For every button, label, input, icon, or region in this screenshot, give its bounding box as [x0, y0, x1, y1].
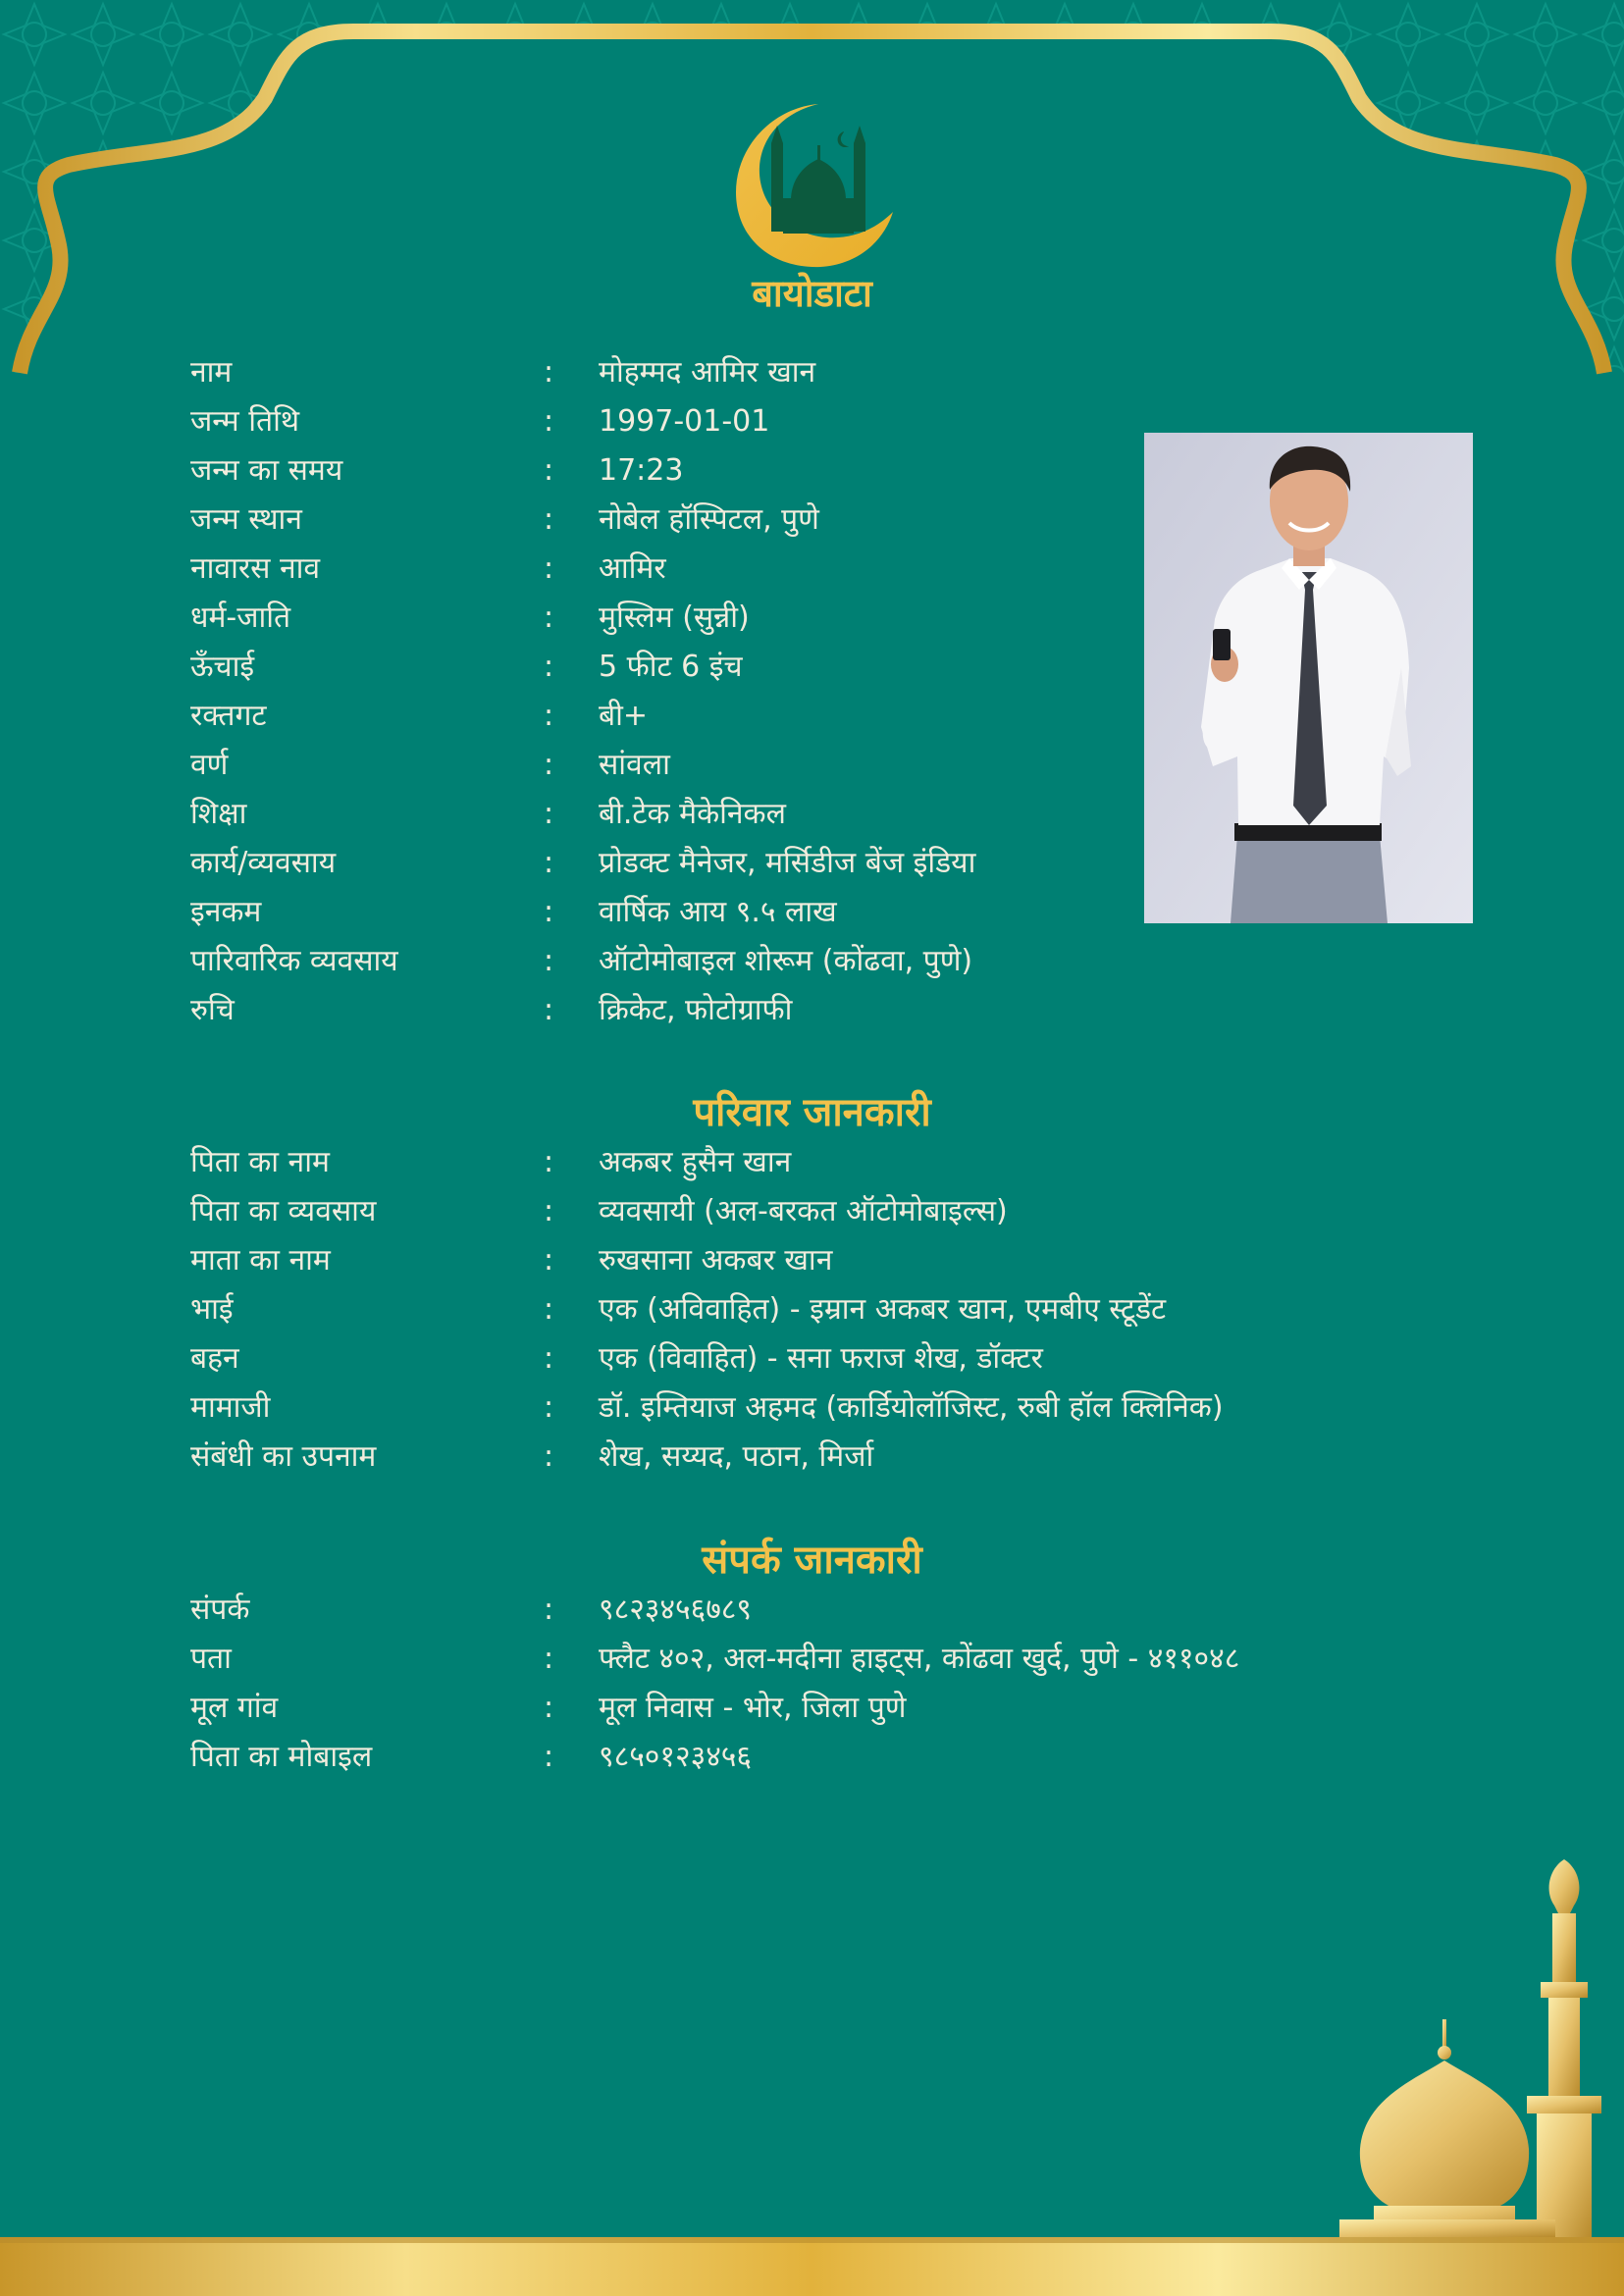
detail-label: रुचि: [190, 993, 235, 1027]
detail-label: बहन: [190, 1341, 239, 1376]
detail-value: डॉ. इम्तियाज अहमद (कार्डियोलॉजिस्ट, रुबी हॉल क्लिनिक): [599, 1390, 1224, 1425]
detail-label: रक्तगट: [190, 699, 267, 733]
detail-label: पिता का व्यवसाय: [190, 1194, 377, 1228]
detail-value: 1997-01-01: [599, 404, 770, 439]
separator: :: [544, 797, 554, 831]
detail-value: ऑटोमोबाइल शोरूम (कोंढवा, पुणे): [599, 944, 973, 978]
detail-label: शिक्षा: [190, 797, 247, 831]
separator: :: [544, 1691, 554, 1725]
detail-label: जन्म का समय: [190, 453, 343, 488]
detail-value: सांवला: [599, 748, 670, 782]
detail-label: जन्म तिथि: [190, 404, 300, 439]
separator: :: [544, 895, 554, 929]
separator: :: [544, 1243, 554, 1278]
profile-photo: [1144, 433, 1473, 923]
detail-label: पारिवारिक व्यवसाय: [190, 944, 398, 978]
separator: :: [544, 1642, 554, 1676]
separator: :: [544, 551, 554, 586]
detail-value: व्यवसायी (अल-बरकत ऑटोमोबाइल्स): [599, 1194, 1008, 1228]
detail-label: मूल गांव: [190, 1691, 279, 1725]
separator: :: [544, 748, 554, 782]
separator: :: [544, 1292, 554, 1327]
detail-value: मूल निवास - भोर, जिला पुणे: [599, 1691, 907, 1725]
separator: :: [544, 1341, 554, 1376]
detail-value: शेख, सय्यद, पठान, मिर्जा: [599, 1439, 874, 1474]
detail-value: प्रोडक्ट मैनेजर, मर्सिडीज बेंज इंडिया: [599, 846, 976, 880]
detail-label: कार्य/व्यवसाय: [190, 846, 337, 880]
person-photo-icon: [1144, 433, 1473, 923]
detail-label: पिता का नाम: [190, 1145, 330, 1179]
detail-value: मुस्लिम (सुन्नी): [599, 600, 750, 635]
separator: :: [544, 846, 554, 880]
separator: :: [544, 1740, 554, 1774]
detail-label: माता का नाम: [190, 1243, 331, 1278]
detail-label: नाम: [190, 355, 233, 390]
separator: :: [544, 404, 554, 439]
separator: :: [544, 600, 554, 635]
detail-value: ९८२३४५६७८९: [599, 1592, 752, 1627]
separator: :: [544, 1390, 554, 1425]
separator: :: [544, 944, 554, 978]
separator: :: [544, 502, 554, 537]
crescent-mosque-icon: [728, 102, 897, 269]
detail-label: मामाजी: [190, 1390, 271, 1425]
separator: :: [544, 1145, 554, 1179]
detail-label: वर्ण: [190, 748, 229, 782]
detail-label: ऊँचाई: [190, 650, 255, 684]
separator: :: [544, 699, 554, 733]
detail-label: धर्म-जाति: [190, 600, 291, 635]
detail-label: संपर्क: [190, 1592, 250, 1627]
detail-label: इनकम: [190, 895, 262, 929]
detail-value: नोबेल हॉस्पिटल, पुणे: [599, 502, 819, 537]
detail-label: पता: [190, 1642, 232, 1676]
detail-value: बी+: [599, 699, 649, 733]
detail-value: फ्लैट ४०२, अल-मदीना हाइट्स, कोंढवा खुर्द, पुणे - ४११०४८: [599, 1642, 1240, 1676]
detail-value: वार्षिक आय ९.५ लाख: [599, 895, 837, 929]
separator: :: [544, 453, 554, 488]
detail-value: बी.टेक मैकेनिकल: [599, 797, 786, 831]
detail-value: अकबर हुसैन खान: [599, 1145, 792, 1179]
detail-label: संबंधी का उपनाम: [190, 1439, 377, 1474]
separator: :: [544, 1592, 554, 1627]
detail-value: ९८५०१२३४५६: [599, 1740, 752, 1774]
separator: :: [544, 1194, 554, 1228]
detail-value: एक (अविवाहित) - इम्रान अकबर खान, एमबीए स्टूडेंट: [599, 1292, 1167, 1327]
detail-value: एक (विवाहित) - सना फराज शेख, डॉक्टर: [599, 1341, 1043, 1376]
page-title: बायोडाटा: [752, 272, 872, 315]
separator: :: [544, 1439, 554, 1474]
detail-value: मोहम्मद आमिर खान: [599, 355, 816, 390]
detail-label: नावारस नाव: [190, 551, 321, 586]
detail-value: रुखसाना अकबर खान: [599, 1243, 833, 1278]
detail-label: भाई: [190, 1292, 234, 1327]
separator: :: [544, 650, 554, 684]
detail-value: 5 फीट 6 इंच: [599, 650, 743, 684]
mosque-silhouette-icon: [1339, 1859, 1601, 2237]
separator: :: [544, 993, 554, 1027]
detail-label: जन्म स्थान: [190, 502, 302, 537]
separator: :: [544, 355, 554, 390]
detail-value: क्रिकेट, फोटोग्राफी: [599, 993, 793, 1027]
contact-section-title: संपर्क जानकारी: [702, 1538, 922, 1583]
detail-value: आमिर: [599, 551, 666, 586]
bottom-gold-bar: [0, 2237, 1624, 2296]
detail-label: पिता का मोबाइल: [190, 1740, 373, 1774]
family-section-title: परिवार जानकारी: [693, 1090, 931, 1135]
detail-value: 17:23: [599, 453, 684, 488]
